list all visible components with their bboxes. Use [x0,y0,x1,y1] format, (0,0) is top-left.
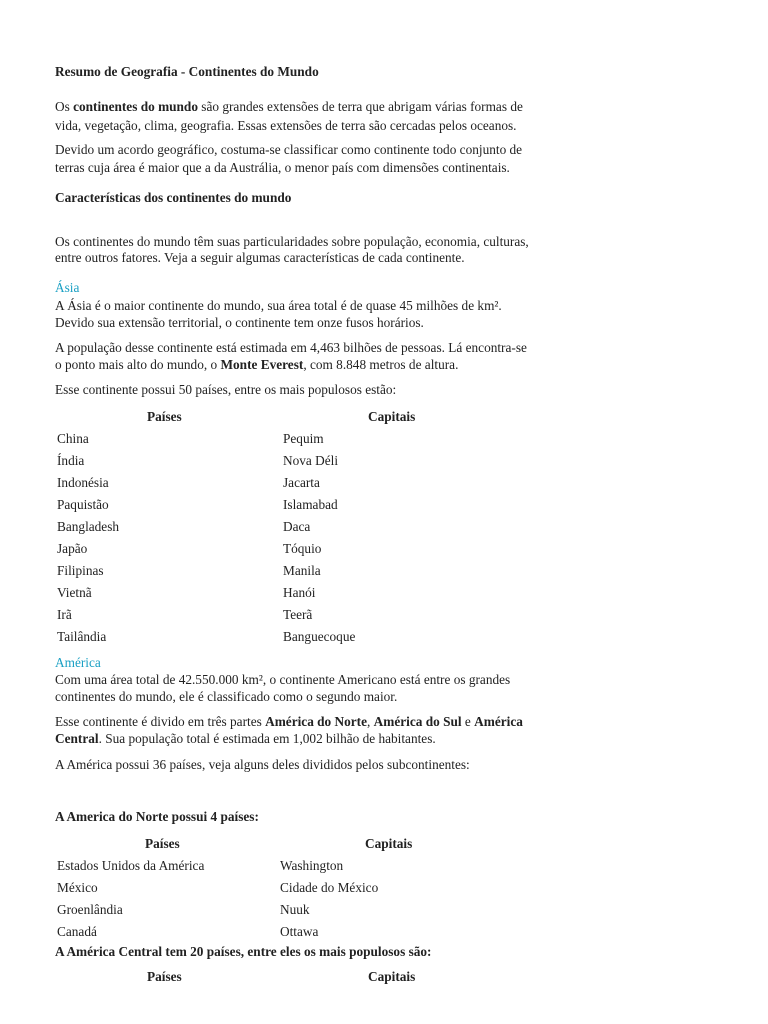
country-cell: Irã [57,607,72,622]
asia-countries-table [55,406,475,648]
capital-cell: Banguecoque [283,629,356,644]
table-row [55,560,475,582]
table-header-row [55,406,475,428]
intro-paragraph-1 [55,98,523,115]
country-cell: Indonésia [57,475,109,490]
country-cell: Bangladesh [57,519,120,534]
capital-cell: Washington [280,858,344,873]
central-america-heading: A América Central tem 20 países, entre eles os mais populosos são: [55,944,432,959]
column-header-countries: Países [145,836,180,851]
page-title: Resumo de Geografia - Continentes do Mundo [55,64,319,79]
bold-term: América [474,714,523,729]
america-paragraph-2-line-2 [55,730,436,747]
table-row [55,921,475,943]
table-row [55,538,475,560]
country-cell: Tailândia [57,629,107,644]
table-header-row [55,833,475,855]
characteristics-paragraph: Os continentes do mundo têm suas particularidades sobre população, economia, culturas, [55,234,529,249]
intro-paragraph-1-line-2: vida, vegetação, clima, geografia. Essas extensões de terra são cercadas pelos oceanos. [55,118,517,133]
bold-term: América do Sul [373,714,462,729]
characteristics-paragraph-line-2: entre outros fatores. Veja a seguir algumas características de cada continente. [55,250,465,265]
america-paragraph-2 [55,713,523,730]
country-cell: China [57,431,89,446]
column-header-countries: Países [147,969,182,984]
america-paragraph-3: A América possui 36 países, veja alguns deles divididos pelos subcontinentes: [55,757,470,772]
table-row [55,472,475,494]
country-cell: Groenlândia [57,902,123,917]
country-cell: Filipinas [57,563,104,578]
capital-cell: Nova Déli [283,453,339,468]
capital-cell: Pequim [283,431,324,446]
asia-paragraph-1: A Ásia é o maior continente do mundo, sua área total é de quase 45 milhões de km². [55,298,502,313]
bold-term: Monte Everest [220,357,304,372]
capital-cell: Cidade do México [280,880,379,895]
intro-paragraph-2-line-2: terras cuja área é maior que a da Austrália, o menor país com dimensões continentais. [55,160,510,175]
country-cell: Paquistão [57,497,109,512]
asia-paragraph-2: A população desse continente está estimada em 4,463 bilhões de pessoas. Lá encontra-se [55,340,527,355]
america-heading: América [55,655,101,670]
country-cell: México [57,880,98,895]
country-cell: Estados Unidos da América [57,858,205,873]
table-row [55,582,475,604]
text-span: Esse continente é divido em três partes [55,714,266,729]
column-header-countries: Países [147,409,182,424]
table-row [55,428,475,450]
asia-paragraph-3: Esse continente possui 50 países, entre os mais populosos estão: [55,382,397,397]
america-paragraph-1: Com uma área total de 42.550.000 km², o continente Americano está entre os grandes [55,672,511,687]
column-header-capitals: Capitais [368,409,416,424]
capital-cell: Daca [283,519,311,534]
bold-term: América do Norte [265,714,368,729]
country-cell: Índia [57,453,85,468]
table-row [55,855,475,877]
text-span: são grandes extensões de terra que abrigam várias formas de [197,99,523,114]
text-span: Os [55,99,74,114]
capital-cell: Hanói [283,585,316,600]
table-header-row [55,966,475,988]
text-span: o ponto mais alto do mundo, o [55,357,221,372]
table-row [55,494,475,516]
central-america-table [55,966,475,988]
asia-heading: Ásia [55,280,80,295]
capital-cell: Tóquio [283,541,322,556]
table-row [55,626,475,648]
intro-paragraph-2: Devido um acordo geográfico, costuma-se classificar como continente todo conjunto de [55,142,523,157]
country-cell: Vietnã [57,585,92,600]
country-cell: Japão [57,541,88,556]
text-span: e [461,714,475,729]
america-paragraph-1-line-2: continentes do mundo, ele é classificado como o segundo maior. [55,689,398,704]
text-span: , com 8.848 metros de altura. [303,357,459,372]
text-span: . Sua população total é estimada em 1,002 bilhão de habitantes. [98,731,436,746]
capital-cell: Nuuk [280,902,310,917]
north-america-heading: A America do Norte possui 4 países: [55,809,259,824]
asia-paragraph-2-line-2 [55,356,458,373]
capital-cell: Ottawa [280,924,319,939]
table-row [55,877,475,899]
column-header-capitals: Capitais [365,836,413,851]
country-cell: Canadá [57,924,97,939]
north-america-table [55,833,475,943]
capital-cell: Jacarta [283,475,320,490]
bold-term: Central [55,731,99,746]
table-row [55,604,475,626]
table-row [55,450,475,472]
text-span: , [367,714,374,729]
table-row [55,899,475,921]
capital-cell: Teerã [283,607,313,622]
asia-paragraph-1-line-2: Devido sua extensão territorial, o continente tem onze fusos horários. [55,315,424,330]
column-header-capitals: Capitais [368,969,416,984]
characteristics-heading: Características dos continentes do mundo [55,190,292,205]
bold-term: continentes do mundo [73,99,198,114]
table-row [55,516,475,538]
capital-cell: Islamabad [283,497,338,512]
capital-cell: Manila [283,563,321,578]
